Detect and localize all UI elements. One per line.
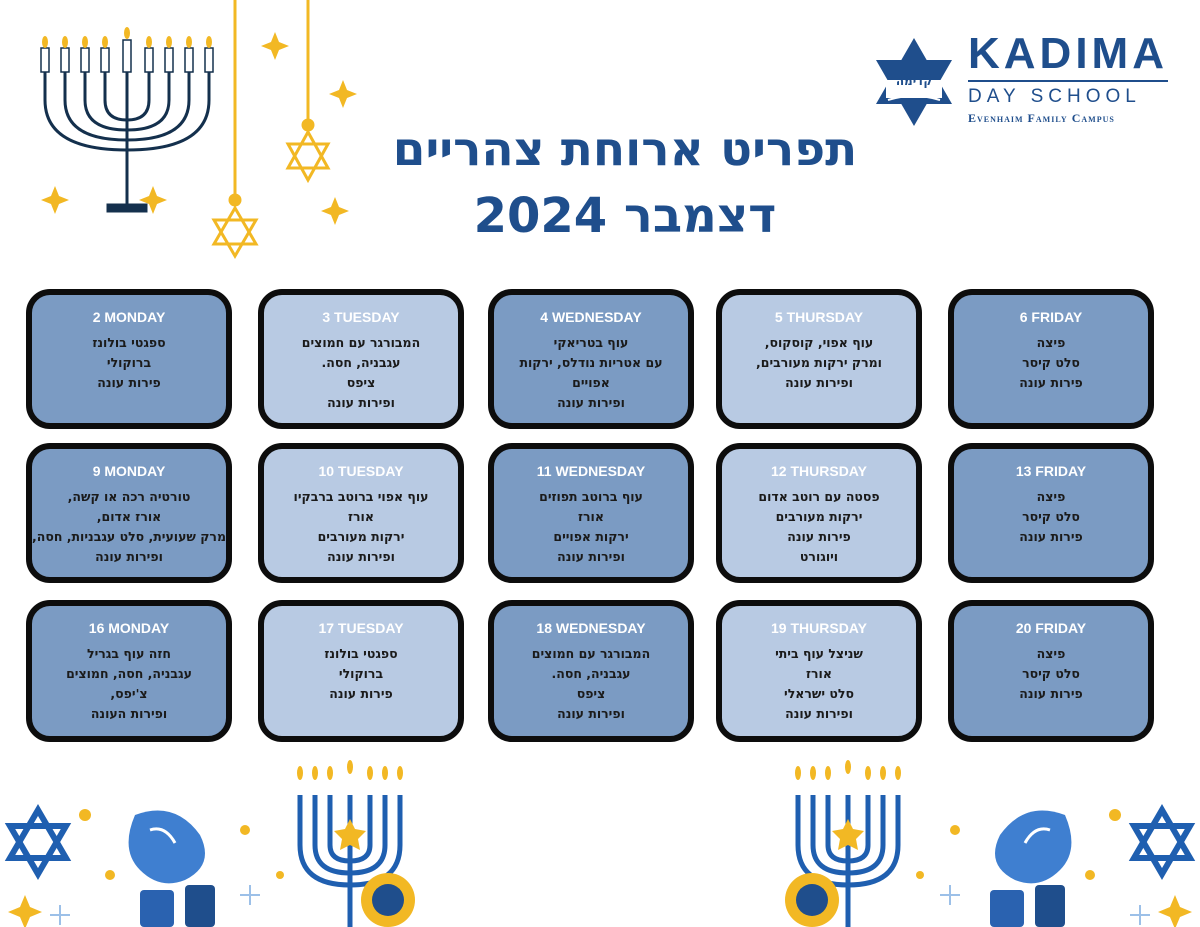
menu-card-day: 2 MONDAY xyxy=(92,309,166,325)
menu-card-item: פירות עונה xyxy=(329,686,393,701)
logo-subtitle: DAY SCHOOL xyxy=(968,86,1141,107)
page-title: תפריט ארוחת צהריים xyxy=(392,122,858,177)
logo-divider xyxy=(968,80,1168,82)
menu-card xyxy=(26,600,232,742)
bottom-decoration xyxy=(0,755,1200,927)
menu-card-day: 18 WEDNESDAY xyxy=(536,620,646,636)
menu-card xyxy=(948,289,1154,429)
menu-card-item: פירות עונה xyxy=(1019,686,1083,701)
dove-icon xyxy=(129,811,205,884)
menu-card-item: ופירות עונה xyxy=(557,549,625,564)
menu-card-item: ירקות אפויים xyxy=(553,529,629,544)
menu-card-item: עוף אפוי, קוסקוס, xyxy=(764,335,874,350)
menu-card xyxy=(716,289,922,429)
menu-card-item: טורטיה רכה או קשה, xyxy=(67,489,191,504)
menu-card-item: ופירות עונה xyxy=(327,395,395,410)
menu-card-item: עם אטריות נודלס, ירקות xyxy=(519,355,663,370)
menu-card-item: עוף ברוטב תפוזים xyxy=(539,489,643,504)
menu-card-item: שניצל עוף ביתי xyxy=(775,646,863,661)
menorah-icon xyxy=(45,70,209,211)
menu-card-day: 3 TUESDAY xyxy=(322,309,400,325)
menu-card-day: 19 THURSDAY xyxy=(771,620,867,636)
menu-card-day: 9 MONDAY xyxy=(92,463,166,479)
star-of-david-icon xyxy=(1134,810,1190,874)
menu-card-day: 17 TUESDAY xyxy=(318,620,404,636)
menu-card-item: פסטה עם רוטב אדום xyxy=(758,489,880,504)
dreidel-icon xyxy=(990,885,1065,927)
menu-card xyxy=(488,443,694,583)
menu-card-day: 5 THURSDAY xyxy=(774,309,864,325)
school-logo xyxy=(868,28,1178,128)
page-subtitle: דצמבר 2024 xyxy=(473,188,777,244)
menu-card-day: 10 TUESDAY xyxy=(318,463,404,479)
menu-card-item: ציפס xyxy=(346,375,376,390)
menu-card-item: אורז xyxy=(348,509,374,524)
menu-card-item: עוף אפוי ברוטב ברבקיו xyxy=(293,489,429,504)
menu-card-item: סלט קיסר xyxy=(1022,355,1080,370)
menu-card-item: אפויים xyxy=(572,375,610,390)
logo-name: KADIMA xyxy=(968,29,1168,78)
menu-card-day: 13 FRIDAY xyxy=(1015,463,1087,479)
menu-card-item: ופירות העונה xyxy=(90,706,168,721)
menu-card-item: ופירות עונה xyxy=(785,375,853,390)
menu-card-item: ספגטי בולונז xyxy=(324,646,398,661)
menu-card-item: ירקות מעורבים xyxy=(775,509,863,524)
star-of-david-icon xyxy=(10,810,66,874)
dreidel-icon xyxy=(140,885,215,927)
menu-card-item: ציפס xyxy=(576,686,606,701)
menu-card-item: ופירות עונה xyxy=(557,395,625,410)
menu-card-item: פירות עונה xyxy=(1019,375,1083,390)
menu-card-item: מרק שעועית, סלט עגבניות, חסה, xyxy=(32,529,226,544)
menu-card-day: 4 WEDNESDAY xyxy=(540,309,642,325)
menu-card xyxy=(948,443,1154,583)
menu-card xyxy=(258,289,464,429)
menu-card-item: סלט קיסר xyxy=(1022,666,1080,681)
menu-card-item: פיצה xyxy=(1036,489,1066,504)
dove-icon xyxy=(995,811,1071,884)
menu-card-item: עגבניה, חסה. xyxy=(551,666,631,681)
menu-card xyxy=(488,600,694,742)
menu-card xyxy=(258,443,464,583)
menu-card-day: 6 FRIDAY xyxy=(1019,309,1083,325)
menu-card-item: אורז xyxy=(806,666,832,681)
menu-card-item: ופירות עונה xyxy=(327,549,395,564)
menu-card-item: ופירות עונה xyxy=(95,549,163,564)
sunflower-coin-icon xyxy=(361,873,415,927)
menu-card-day: 16 MONDAY xyxy=(88,620,170,636)
menu-card-item: סלט קיסר xyxy=(1022,509,1080,524)
menu-card-item: ופירות עונה xyxy=(557,706,625,721)
menu-card-item: פיצה xyxy=(1036,646,1066,661)
menu-card xyxy=(716,600,922,742)
menu-card-item: חזה עוף בגריל xyxy=(87,646,171,661)
menu-card-item: אורז אדום, xyxy=(96,509,162,524)
menu-card-day: 11 WEDNESDAY xyxy=(536,463,646,479)
logo-text xyxy=(968,28,1173,127)
menu-card-item: עגבניה, חסה. xyxy=(321,355,401,370)
menu-card-item: עוף בטריאקי xyxy=(553,335,629,350)
menu-card-item: פיצה xyxy=(1036,335,1066,350)
menu-card-item: פירות עונה xyxy=(1019,529,1083,544)
menu-card-item: המבורגר עם חמוצים xyxy=(531,646,651,661)
menu-card-item: ברוקולי xyxy=(338,666,384,681)
menu-card-item: עגבניה, חסה, חמוצים xyxy=(66,666,192,681)
menu-card-item: צ'יפס, xyxy=(110,686,148,701)
menu-card xyxy=(948,600,1154,742)
menu-card xyxy=(488,289,694,429)
menu-card-item: המבורגר עם חמוצים xyxy=(301,335,421,350)
menu-card-item: ספגטי בולונז xyxy=(92,335,166,350)
menu-card xyxy=(716,443,922,583)
menu-card-item: פירות עונה xyxy=(787,529,851,544)
menu-card-day: 20 FRIDAY xyxy=(1015,620,1087,636)
sunflower-coin-icon xyxy=(785,873,839,927)
menu-card-item: פירות עונה xyxy=(97,375,161,390)
logo-campus: Evenhaim Family Campus xyxy=(968,111,1115,125)
menu-card-item: ויוגורט xyxy=(799,549,839,564)
menu-card xyxy=(26,289,232,429)
menu-card-item: ומרק ירקות מעורבים, xyxy=(756,355,882,370)
menu-card xyxy=(258,600,464,742)
menu-card-day: 12 THURSDAY xyxy=(771,463,867,479)
menu-card xyxy=(26,443,232,583)
menu-card-item: ברוקולי xyxy=(106,355,152,370)
logo-hebrew-mark: קדימה xyxy=(895,74,933,88)
menu-card-item: אורז xyxy=(578,509,604,524)
menu-card-item: סלט ישראלי xyxy=(784,686,854,701)
menu-card-item: ופירות עונה xyxy=(785,706,853,721)
menu-card-item: ירקות מעורבים xyxy=(317,529,405,544)
